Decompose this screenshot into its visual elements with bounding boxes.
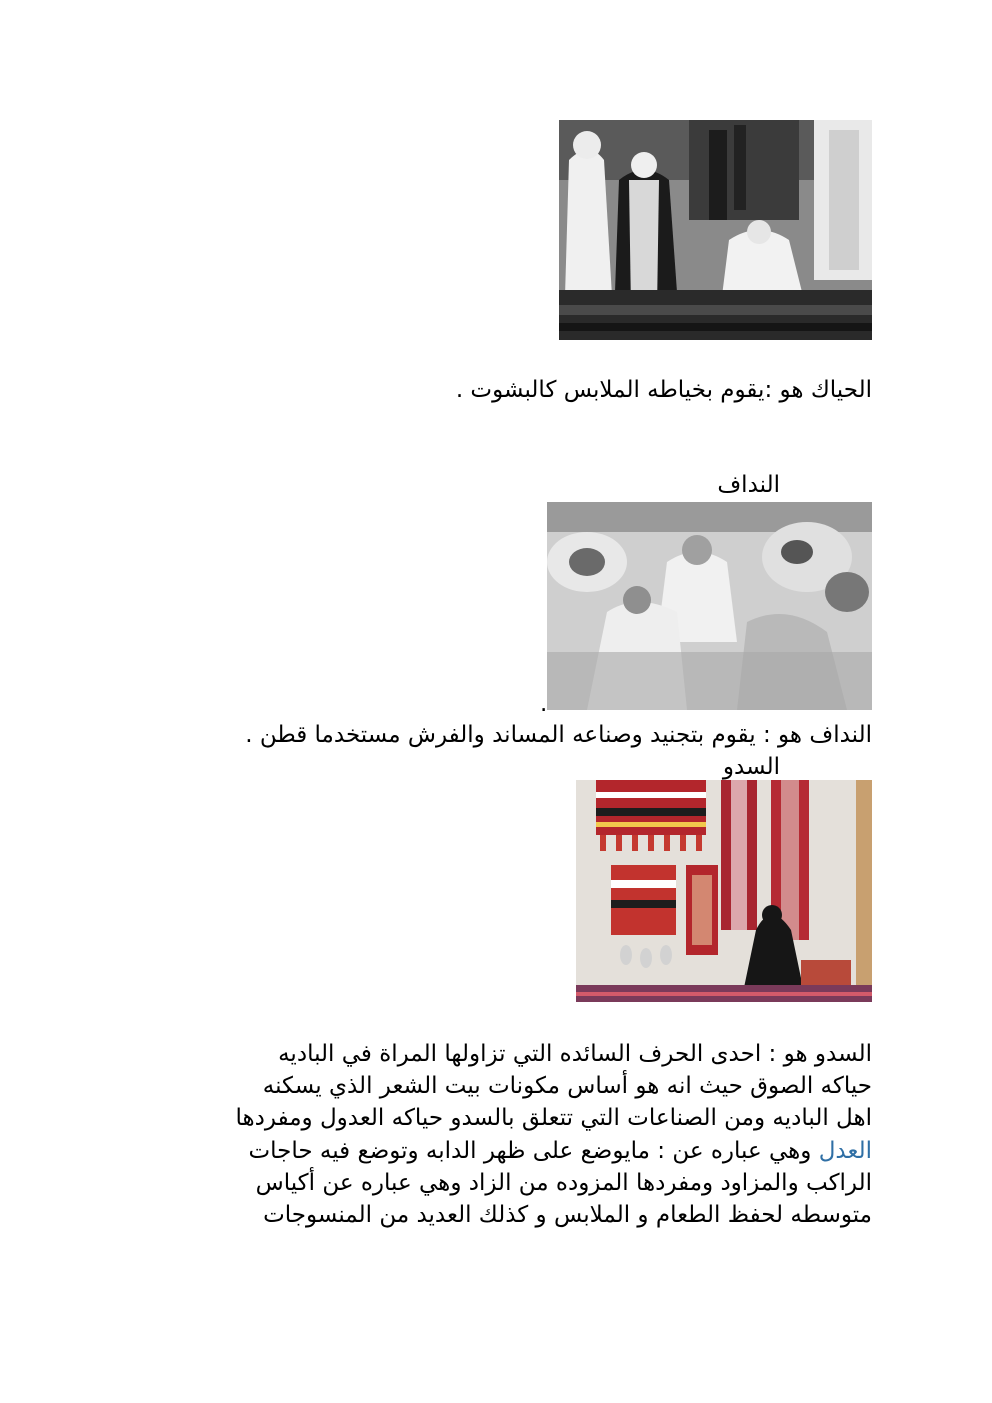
tailor-photo [559,120,872,340]
paragraph-line [248,1135,872,1167]
paragraph-line-text: وهي عباره عن : مايوضع على ظهر الدابه وتوضع فيه حاجات [248,1138,819,1164]
paragraph-line: حياكه الصوق حيث انه هو أساس مكونات بيت الشعر الذي يسكنه [262,1073,872,1099]
stray-mark: . [540,691,548,717]
al-adl-link[interactable]: العدل [818,1138,872,1164]
paragraph-line: السدو هو : احدى الحرف السائده التي تزاولها المراة في الباديه [278,1041,872,1067]
upholsterer-heading: النداف [717,472,780,498]
upholsterer-caption: النداف هو : يقوم بتجنيد وصناعه المساند والفرش مستخدما قطن . [245,722,872,748]
tailor-caption: الحياك هو :يقوم بخياطه الملابس كالبشوت . [455,377,872,403]
paragraph-line: متوسطه لحفظ الطعام و الملابس و كذلك العديد من المنسوجات [263,1202,872,1228]
sadu-photo [576,780,872,1002]
paragraph-line: اهل الباديه ومن الصناعات التي تتعلق بالسدو حياكه العدول ومفردها [235,1105,872,1131]
sadu-heading: السدو [722,754,780,780]
upholsterer-photo [547,502,872,710]
paragraph-line: الراكب والمزاود ومفردها المزوده من الزاد وهي عباره عن أكياس [255,1170,872,1196]
